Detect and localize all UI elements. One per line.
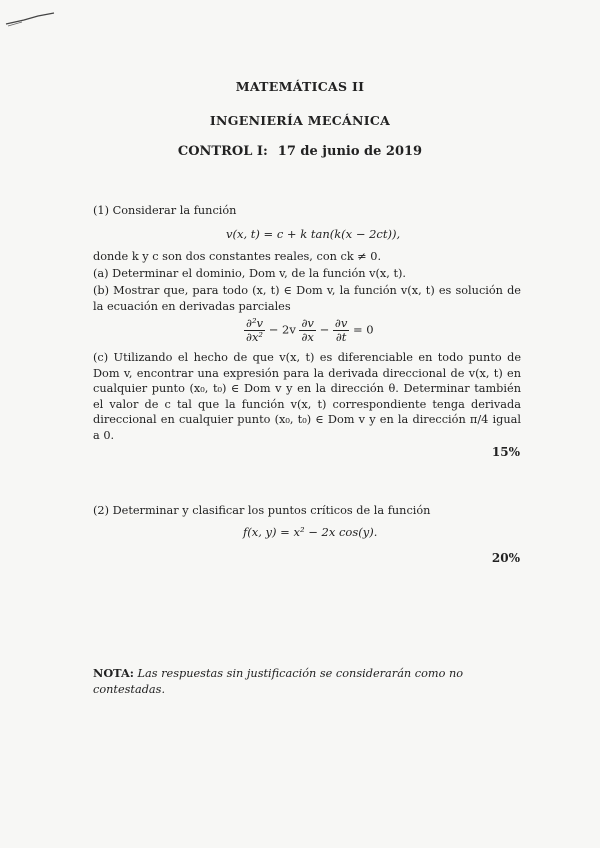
pde-term3: $\frac{\partial v}{\partial t}$	[334, 316, 348, 344]
problem1-part-b: (b) Mostrar que, para todo (x, t) ∈ Dom v, la función v(x, t) es solución de la ecuación en derivadas parciales	[93, 284, 521, 313]
problem1-function: v(x, t) = c + k tan(k(x − 2ct)),	[226, 227, 401, 241]
note-label: NOTA:	[93, 666, 134, 680]
problem1-part-a: (a) Determinar el dominio, Dom v, de la función v(x, t).	[93, 267, 407, 280]
problem1-constants: donde k y c son dos constantes reales, con ck ≠ 0.	[93, 250, 382, 263]
pde-term1: $\frac{\text{∂²v}}{\text{∂x²}}$	[246, 316, 264, 344]
note	[93, 666, 533, 697]
problem2-weight: 20%	[491, 551, 520, 565]
problem2-function: f(x, y) = x² − 2x cos(y).	[243, 525, 378, 539]
note-text: Las respuestas sin justificación se considerarán como no contestadas.	[93, 667, 464, 696]
program-title: INGENIERÍA MECÁNICA	[209, 113, 391, 128]
course-title: MATEMÁTICAS II	[235, 79, 365, 94]
pde-term2: $\frac{\partial v}{\partial x}$	[301, 316, 314, 344]
exam-title	[0, 144, 600, 159]
pde-minus: −	[319, 322, 330, 337]
pde-mid: − 2v	[268, 322, 296, 337]
problem1-intro: (1) Considerar la función	[93, 204, 237, 217]
pen-mark-icon	[4, 10, 64, 28]
pde-end: = 0	[353, 322, 374, 337]
pde-equation	[244, 317, 374, 344]
exam-label: CONTROL I:	[177, 144, 268, 159]
problem2-intro: (2) Determinar y clasificar los puntos críticos de la función	[93, 504, 431, 517]
problem1-weight: 15%	[491, 445, 520, 459]
problem1-part-c: (c) Utilizando el hecho de que v(x, t) es diferenciable en todo punto de Dom v, encontrar una expresión para la derivada direccional de v(x, t) en cualquier punto (x₀, t₀) ∈ Dom v y en la dirección θ. Determinar también el valor de c tal que la función v(x, t) correspondiente tenga derivada direccional en cualquier punto (x₀, t₀) ∈ Dom v y en la dirección π/4 igual a 0.	[93, 351, 521, 442]
exam-date: 17 de junio de 2019	[277, 144, 423, 159]
